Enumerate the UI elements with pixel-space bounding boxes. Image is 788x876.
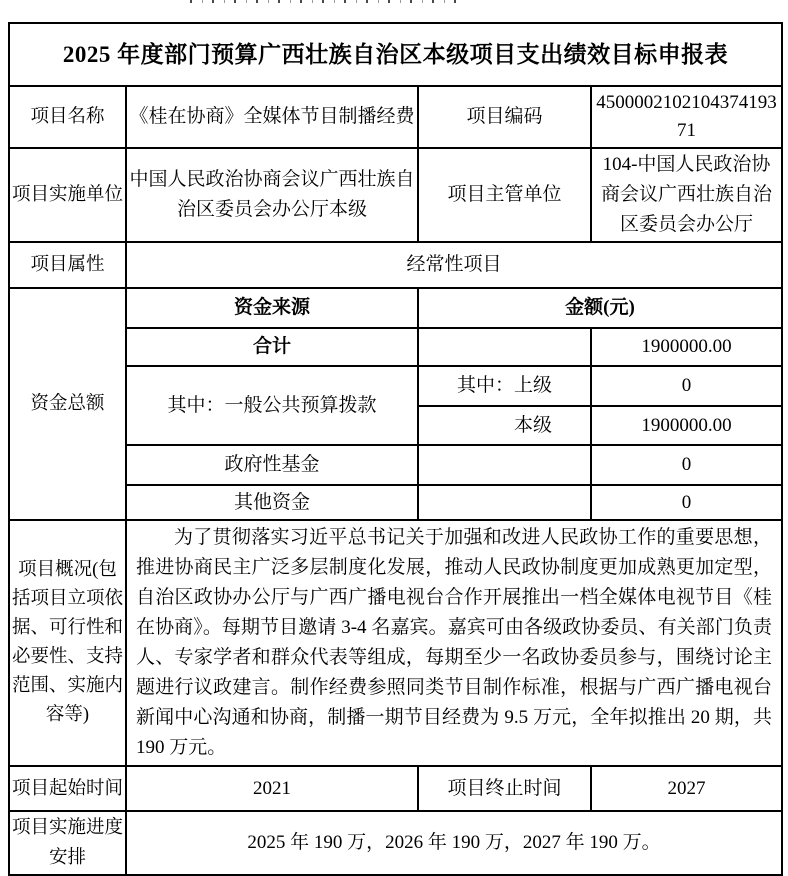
funding-total-value: 1900000.00 (591, 328, 782, 366)
supervising-unit-label: 项目主管单位 (418, 148, 591, 242)
project-overview-cell (126, 520, 782, 766)
funding-source-header: 资金来源 (126, 288, 418, 328)
implementation-schedule-value: 2025 年 190 万，2026 年 190 万，2027 年 190 万。 (126, 811, 782, 875)
project-overview-paragraph: 为了贯彻落实习近平总书记关于加强和改进人民政协工作的重要思想，推进协商民主广泛多层制度化发展，推动人民政协制度更加成熟更加定型，自治区政协办公厅与广西广播电视台合作开展推出一档全媒体电视节目《桂在协商》。每期节目邀请 3-4 名嘉宾。嘉宾可由各级政协委员、有关部门负责人、专家学者和群众代表等组成，每期至少一名政协委员参与，围绕讨论主题进行议政建言。制作经费参照同类节目制作标准，根据与广西广播电视台新闻中心沟通和协商，制播一期节目经费为 9.5 万元，全年拟推出 20 期，共 190 万元。 (136, 527, 772, 758)
funding-total-row-label: 合计 (126, 328, 418, 366)
implementing-unit-value: 中国人民政治协商会议广西壮族自治区委员会办公厅本级 (126, 148, 418, 242)
funding-other-empty-cell (418, 485, 591, 520)
project-attribute-value: 经常性项目 (126, 242, 782, 288)
funding-gov-fund-label: 政府性基金 (126, 445, 418, 485)
project-name-label: 项目名称 (9, 86, 126, 148)
funding-local-level-value: 1900000.00 (591, 406, 782, 445)
project-start-value: 2021 (126, 766, 418, 811)
funding-general-budget-label: 其中：一般公共预算拨款 (126, 366, 418, 445)
implementation-schedule-label: 项目实施进度安排 (9, 811, 126, 875)
project-overview-label: 项目概况(包括项目立项依据、可行性和必要性、支持范围、实施内容等) (9, 520, 126, 766)
supervising-unit-value: 104-中国人民政治协商会议广西壮族自治区委员会办公厅 (591, 148, 782, 242)
cropped-text-remnant (190, 0, 462, 3)
project-code-label: 项目编码 (418, 86, 591, 148)
table-title: 2025 年度部门预算广西壮族自治区本级项目支出绩效目标申报表 (9, 23, 782, 86)
project-end-label: 项目终止时间 (418, 766, 591, 811)
funding-local-level-label: 本级 (418, 406, 591, 445)
funding-upper-level-value: 0 (591, 366, 782, 406)
performance-target-table (8, 22, 783, 876)
implementing-unit-label: 项目实施单位 (9, 148, 126, 242)
funding-amount-header: 金额(元) (418, 288, 782, 328)
funding-other-value: 0 (591, 485, 782, 520)
funding-gov-fund-value: 0 (591, 445, 782, 485)
project-start-label: 项目起始时间 (9, 766, 126, 811)
funding-other-label: 其他资金 (126, 485, 418, 520)
project-end-value: 2027 (591, 766, 782, 811)
project-name-value: 《桂在协商》全媒体节目制播经费 (126, 86, 418, 148)
funding-total-section-label: 资金总额 (9, 288, 126, 520)
funding-total-empty-cell (418, 328, 591, 366)
funding-upper-level-label: 其中：上级 (418, 366, 591, 406)
project-code-value: 450000210210437419371 (591, 86, 782, 148)
funding-gov-fund-empty-cell (418, 445, 591, 485)
project-attribute-label: 项目属性 (9, 242, 126, 288)
